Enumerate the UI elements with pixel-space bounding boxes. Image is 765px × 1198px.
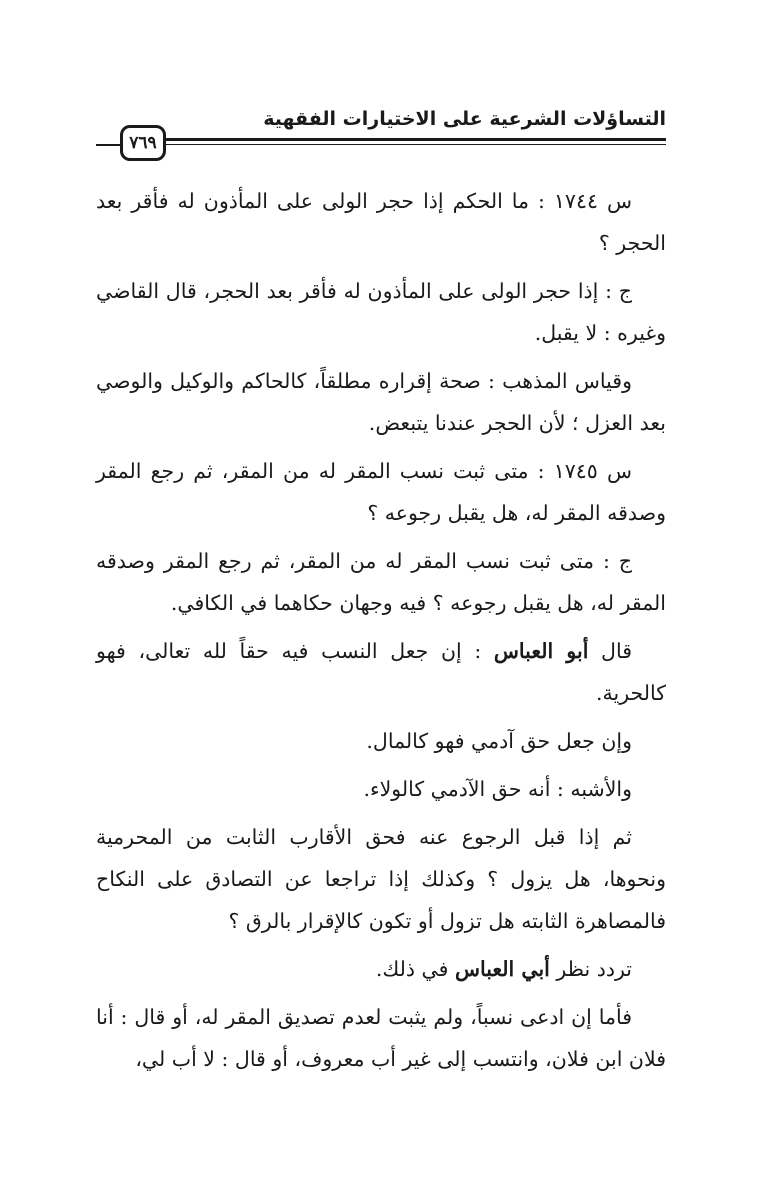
hesitation-paragraph bbox=[96, 948, 666, 990]
text-before: قال bbox=[588, 639, 632, 663]
answer-1745: ج : متى ثبت نسب المقر له من المقر، ثم رجع المقر وصدقه المقر له، هل يقبل رجوعه ؟ فيه وجهان حكاهما في الكافي. bbox=[96, 549, 666, 615]
question-1744: س ١٧٤٤ : ما الحكم إذا حجر الولى على المأذون له فأقر بعد الحجر ؟ bbox=[96, 189, 666, 255]
page-number: ٧٦٩ bbox=[129, 133, 157, 153]
question-1745: س ١٧٤٥ : متى ثبت نسب المقر له من المقر، ثم رجع المقر وصدقه المقر له، هل يقبل رجوعه ؟ bbox=[96, 459, 666, 525]
lineage-claim-paragraph: فأما إن ادعى نسباً، ولم يثبت لعدم تصديق المقر له، أو قال : أنا فلان ابن فلان، وانتسب إلى غير أب معروف، أو قال : لا أب لي، bbox=[96, 1005, 666, 1071]
text-after: في ذلك. bbox=[375, 957, 455, 981]
text-before: تردد نظر bbox=[549, 957, 632, 981]
answer-1744: ج : إذا حجر الولى على المأذون له فأقر بعد الحجر، قال القاضي وغيره : لا يقبل. bbox=[96, 279, 666, 345]
abu-abbas-opinion bbox=[96, 630, 666, 714]
page-body bbox=[96, 180, 666, 1086]
retraction-paragraph: ثم إذا قبل الرجوع عنه فحق الأقارب الثابت من المحرمية ونحوها، هل يزول ؟ وكذلك إذا تراجعا عن التصادق على النكاح فالمصاهرة الثابته هل تزول أو تكون كالإقرار بالرق ؟ bbox=[96, 825, 666, 933]
analogy-paragraph: وقياس المذهب : صحة إقراره مطلقاً، كالحاكم والوكيل والوصي بعد العزل ؛ لأن الحجر عندنا يتبعض. bbox=[96, 369, 666, 435]
scholar-name: أبي العباس bbox=[454, 957, 550, 981]
header-rule-thick bbox=[166, 138, 666, 141]
most-similar-paragraph: والأشبه : أنه حق الآدمي كالولاء. bbox=[363, 777, 632, 801]
running-title: التساؤلات الشرعية على الاختيارات الفقهية bbox=[263, 108, 666, 130]
page-number-badge bbox=[120, 125, 166, 161]
text-after: : إن جعل النسب فيه حقاً لله تعالى، فهو كالحرية. bbox=[96, 639, 666, 705]
page-header bbox=[96, 108, 666, 168]
scholar-name: أبو العباس bbox=[493, 639, 589, 663]
header-rule-thin bbox=[166, 144, 666, 145]
human-right-paragraph: وإن جعل حق آدمي فهو كالمال. bbox=[366, 729, 632, 753]
